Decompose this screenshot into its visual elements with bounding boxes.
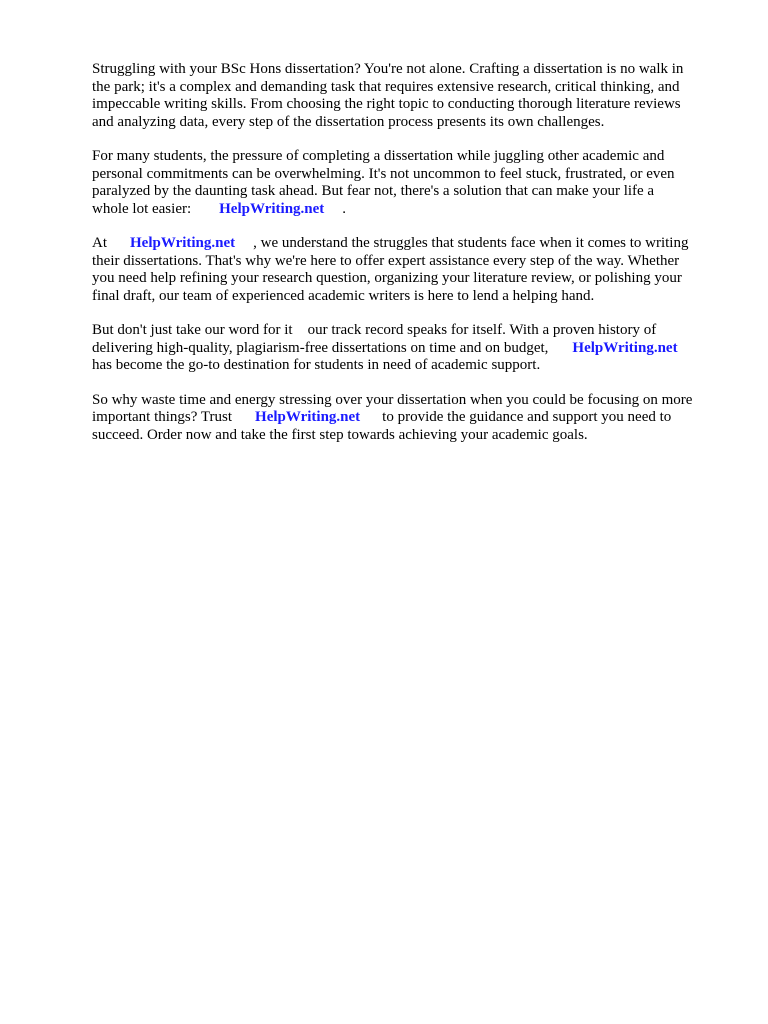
helpwriting-link[interactable]: HelpWriting.net <box>255 409 361 425</box>
text-segment: important things? Trust <box>92 409 233 425</box>
text-segment: delivering high-quality, plagiarism-free dissertations on time and on budget, <box>92 339 549 356</box>
text-line: final draft, our team of experienced academic writers is here to lend a helping hand. <box>92 287 595 304</box>
text-line: For many students, the pressure of completing a dissertation while juggling other academic and <box>92 148 665 164</box>
text-line <box>92 340 722 358</box>
text-line: succeed. Order now and take the first step towards achieving your academic goals. <box>92 426 588 443</box>
helpwriting-link[interactable]: HelpWriting.net <box>572 339 678 356</box>
paragraph-conclusion <box>92 392 722 445</box>
helpwriting-link[interactable]: HelpWriting.net <box>219 200 325 217</box>
text-line: So why waste time and energy stressing over your dissertation when you could be focusing on more <box>92 391 693 408</box>
text-line: But don't just take our word for it our track record speaks for itself. With a proven history of <box>92 322 657 338</box>
document-body <box>92 61 722 461</box>
text-line: the park; it's a complex and demanding task that requires extensive research, critical thinking, and <box>92 78 680 95</box>
text-line <box>92 409 722 427</box>
text-line: and analyzing data, every step of the dissertation process presents its own challenges. <box>92 113 605 130</box>
text-segment: At <box>92 235 107 251</box>
text-segment: to provide the guidance and support you need to <box>382 409 672 425</box>
text-line: has become the go-to destination for students in need of academic support. <box>92 357 541 373</box>
text-line: you need help refining your research question, organizing your literature review, or polishing your <box>92 270 682 286</box>
text-segment: whole lot easier: <box>92 200 192 217</box>
text-line: impeccable writing skills. From choosing the right topic to conducting thorough literature reviews <box>92 96 681 112</box>
text-segment: , we understand the struggles that students face when it comes to writing <box>253 235 689 251</box>
text-line <box>92 235 722 253</box>
text-line: personal commitments can be overwhelming. It's not uncommon to feel stuck, frustrated, or even <box>92 165 675 182</box>
paragraph-understand <box>92 235 722 305</box>
text-line: paralyzed by the daunting task ahead. But fear not, there's a solution that can make your life a <box>92 183 655 199</box>
paragraph-track-record <box>92 322 722 375</box>
paragraph-intro <box>92 61 722 131</box>
text-line: Struggling with your BSc Hons dissertation? You're not alone. Crafting a dissertation is no walk in <box>92 61 684 77</box>
helpwriting-link[interactable]: HelpWriting.net <box>130 235 236 251</box>
text-segment: . <box>342 200 347 217</box>
paragraph-pressure <box>92 148 722 218</box>
text-line: their dissertations. That's why we're here to offer expert assistance every step of the way. Whether <box>92 252 680 269</box>
text-line <box>92 201 722 219</box>
